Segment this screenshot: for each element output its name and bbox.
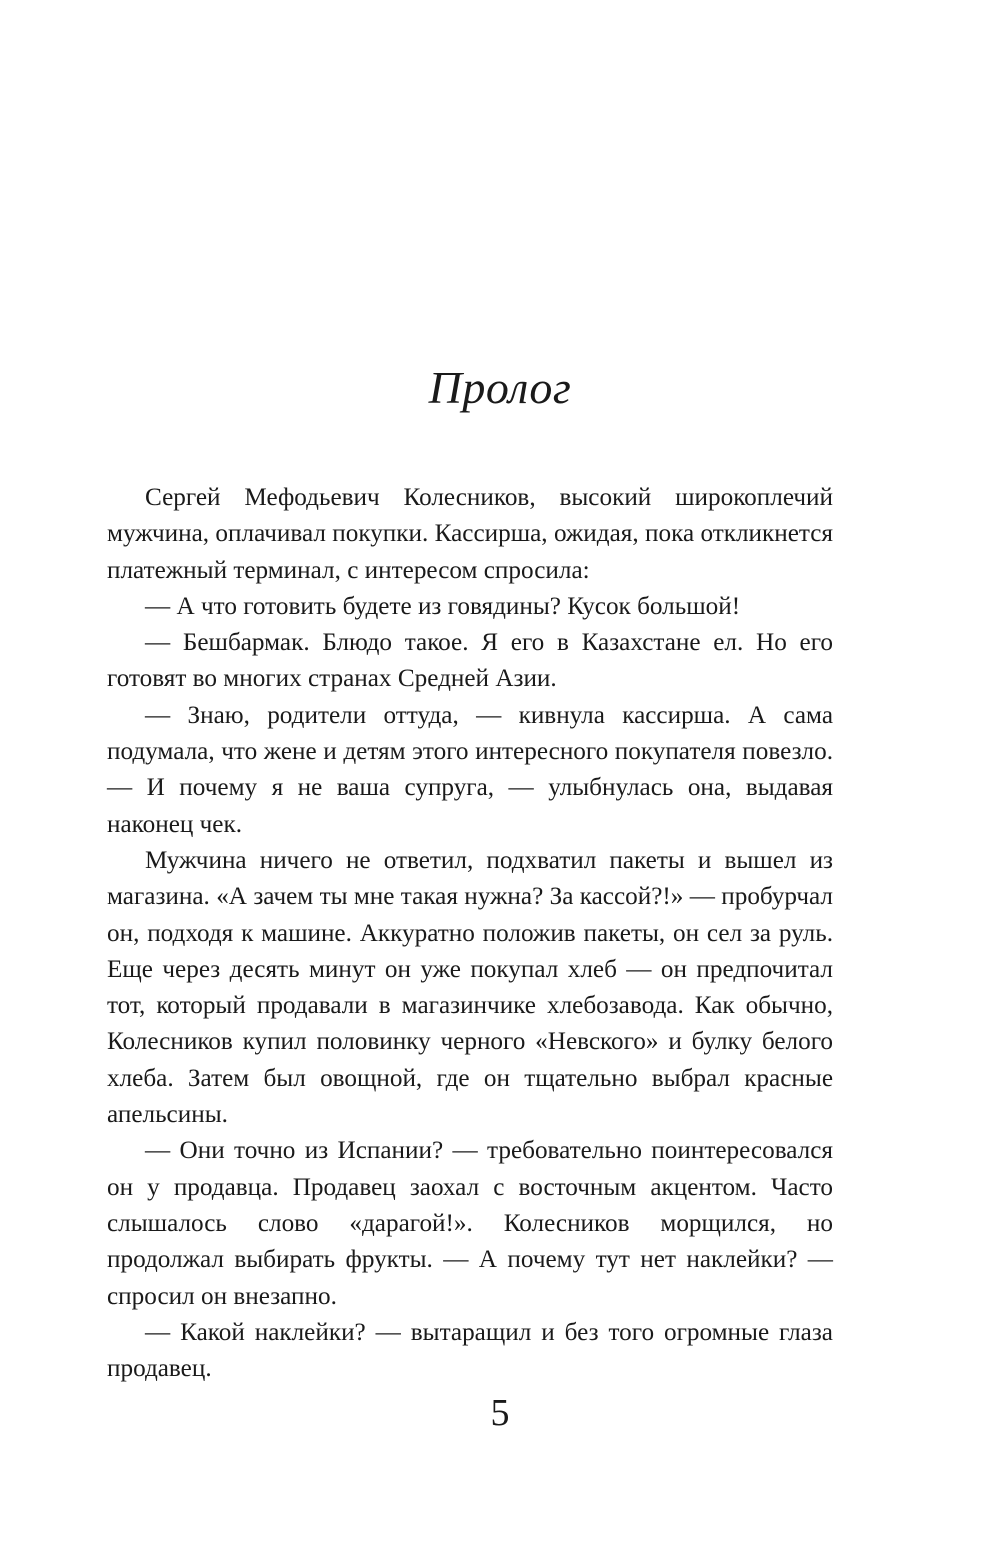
paragraph: — Знаю, родители оттуда, — кивнула кассирша. А сама подумала, что жене и детям этого интересного покупателя повезло. — И почему я не ваша супруга, — улыбнулась она, выдавая наконец чек. — [107, 701, 833, 838]
page-number: 5 — [490, 1392, 510, 1434]
paragraph: Сергей Мефодьевич Колесников, высокий широкоплечий мужчина, оплачивал покупки. Кассирша, ожидая, пока откликнется платежный терминал, с интересом спросила: — [107, 484, 833, 584]
paragraph: — Какой наклейки? — вытаращил и без того огромные глаза продавец. — [107, 1318, 833, 1383]
paragraph: — Бешбармак. Блюдо такое. Я его в Казахстане ел. Но его готовят во многих странах Средней Азии. — [107, 629, 833, 693]
chapter-body — [107, 480, 833, 1387]
chapter-title: Пролог — [428, 362, 572, 413]
paragraph: — А что готовить будете из говядины? Кусок большой! — [145, 592, 741, 620]
paragraph: — Они точно из Испании? — требовательно поинтересовался он у продавца. Продавец заохал с восточным акцентом. Часто слышалось слово «дарагой!». Колесников морщился, но продолжал выбирать фрукты. — А почему тут нет наклейки? — спросил он внезапно. — [107, 1137, 833, 1310]
paragraph: Мужчина ничего не ответил, подхватил пакеты и вышел из магазина. «А зачем ты мне такая нужна? За кассой?!» — пробурчал он, подходя к машине. Аккуратно положив пакеты, он сел за руль. Еще через десять минут он уже покупал хлеб — он предпочитал тот, который продавали в магазинчике хлебозавода. Как обычно, Колесников купил половинку черного «Невского» и булку белого хлеба. Затем был овощной, где он тщательно выбрал красные апельсины. — [107, 846, 833, 1129]
